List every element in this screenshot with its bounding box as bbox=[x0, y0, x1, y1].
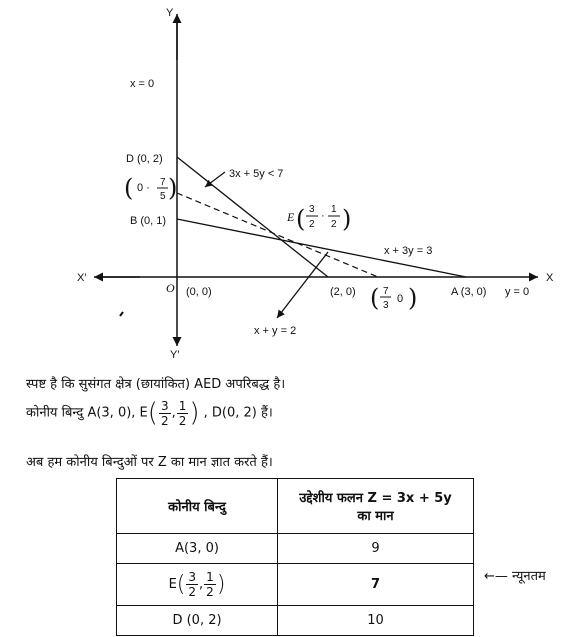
label-point-B: B (0, 1) bbox=[130, 215, 167, 227]
den: 2 bbox=[178, 413, 187, 428]
den: 2 bbox=[188, 585, 197, 599]
frac-7: 7 bbox=[160, 177, 166, 188]
tick-mark bbox=[120, 312, 123, 316]
y-intercept-prefix: 0 · bbox=[137, 182, 150, 194]
bracket-right-E: ) bbox=[342, 205, 352, 233]
constraint-arrow bbox=[205, 172, 225, 187]
num: 1 bbox=[206, 570, 214, 584]
bracket-left-E: ( bbox=[296, 205, 306, 233]
header-corner-point: कोनीय बिन्दु bbox=[117, 479, 278, 534]
frac73-den: 3 bbox=[383, 300, 389, 311]
text-line-1: स्पष्ट है कि सुसंगत क्षेत्र (छायांकित) AED अपरिबद्ध है। bbox=[26, 377, 286, 392]
y-neg-axis-label: Y′ bbox=[170, 349, 180, 361]
row3-point: D (0, 2) bbox=[117, 606, 278, 636]
header-line2: का मान bbox=[357, 509, 394, 524]
origin-coord: (0, 0) bbox=[186, 286, 212, 298]
bracket-left-73: ( bbox=[370, 284, 380, 312]
row2-value: 7 bbox=[278, 564, 474, 606]
label-x-eq-0: x = 0 bbox=[130, 78, 155, 90]
frac-5: 5 bbox=[160, 191, 166, 202]
num: 3 bbox=[188, 570, 197, 584]
label-point-2-0: (2, 0) bbox=[330, 286, 356, 298]
num: 1 bbox=[178, 398, 187, 413]
label-x-y: x + y = 2 bbox=[254, 325, 297, 337]
row3-value: 10 bbox=[278, 606, 474, 636]
minimum-annotation: ←— न्यूनतम bbox=[484, 569, 546, 584]
label-point-A: A (3, 0) bbox=[451, 286, 487, 298]
label-point-E: E bbox=[287, 210, 295, 224]
E-num2: 1 bbox=[331, 204, 337, 215]
corner-point-table bbox=[116, 478, 474, 636]
den: 2 bbox=[160, 413, 169, 428]
text-line-2: कोनीय बिन्दु A(3, 0), E( $\frac{3}{2}$ , $\frac{1}{2}$ ) , D(0, 2) हैं। bbox=[26, 398, 273, 428]
label-point-D: D (0, 2) bbox=[126, 153, 163, 165]
label-x-3y: x + 3y = 3 bbox=[384, 245, 433, 257]
den: 2 bbox=[206, 585, 214, 599]
frac73-num: 7 bbox=[383, 286, 389, 297]
frac73-zero: 0 bbox=[397, 293, 404, 305]
header-line1: उद्देशीय फलन Z = 3x + 5y bbox=[299, 491, 452, 506]
dot-sep: · bbox=[321, 210, 325, 222]
bracket-right-73: ) bbox=[408, 284, 418, 312]
y-axis-label: Y bbox=[166, 7, 174, 19]
x-axis-label: X bbox=[546, 272, 554, 284]
bracket-left: ( bbox=[124, 174, 134, 202]
E: E bbox=[168, 577, 177, 592]
label-y-eq-0: y = 0 bbox=[505, 286, 530, 298]
x-neg-axis-label: X′ bbox=[77, 272, 87, 284]
row1-value: 9 bbox=[278, 534, 474, 564]
origin-label: O bbox=[166, 281, 175, 295]
E-num1: 3 bbox=[309, 204, 315, 215]
E-den1: 2 bbox=[309, 219, 315, 230]
line-x-y-2-extension bbox=[277, 252, 328, 318]
label-3x-5y: 3x + 5y < 7 bbox=[229, 168, 284, 180]
text-line-3: अब हम कोनीय बिन्दुओं पर Z का मान ज्ञात करते हैं। bbox=[26, 455, 273, 470]
header-objective bbox=[278, 479, 474, 534]
line2-suffix: , D(0, 2) हैं। bbox=[203, 405, 273, 421]
bracket-right: ) bbox=[168, 174, 178, 202]
row1-point: A(3, 0) bbox=[117, 534, 278, 564]
row2-point: E( $\frac{3}{2}$ , $\frac{1}{2}$ ) bbox=[117, 564, 278, 606]
E-den2: 2 bbox=[331, 219, 337, 230]
num: 3 bbox=[160, 398, 169, 413]
line2-prefix: कोनीय बिन्दु A(3, 0), E bbox=[26, 405, 148, 421]
